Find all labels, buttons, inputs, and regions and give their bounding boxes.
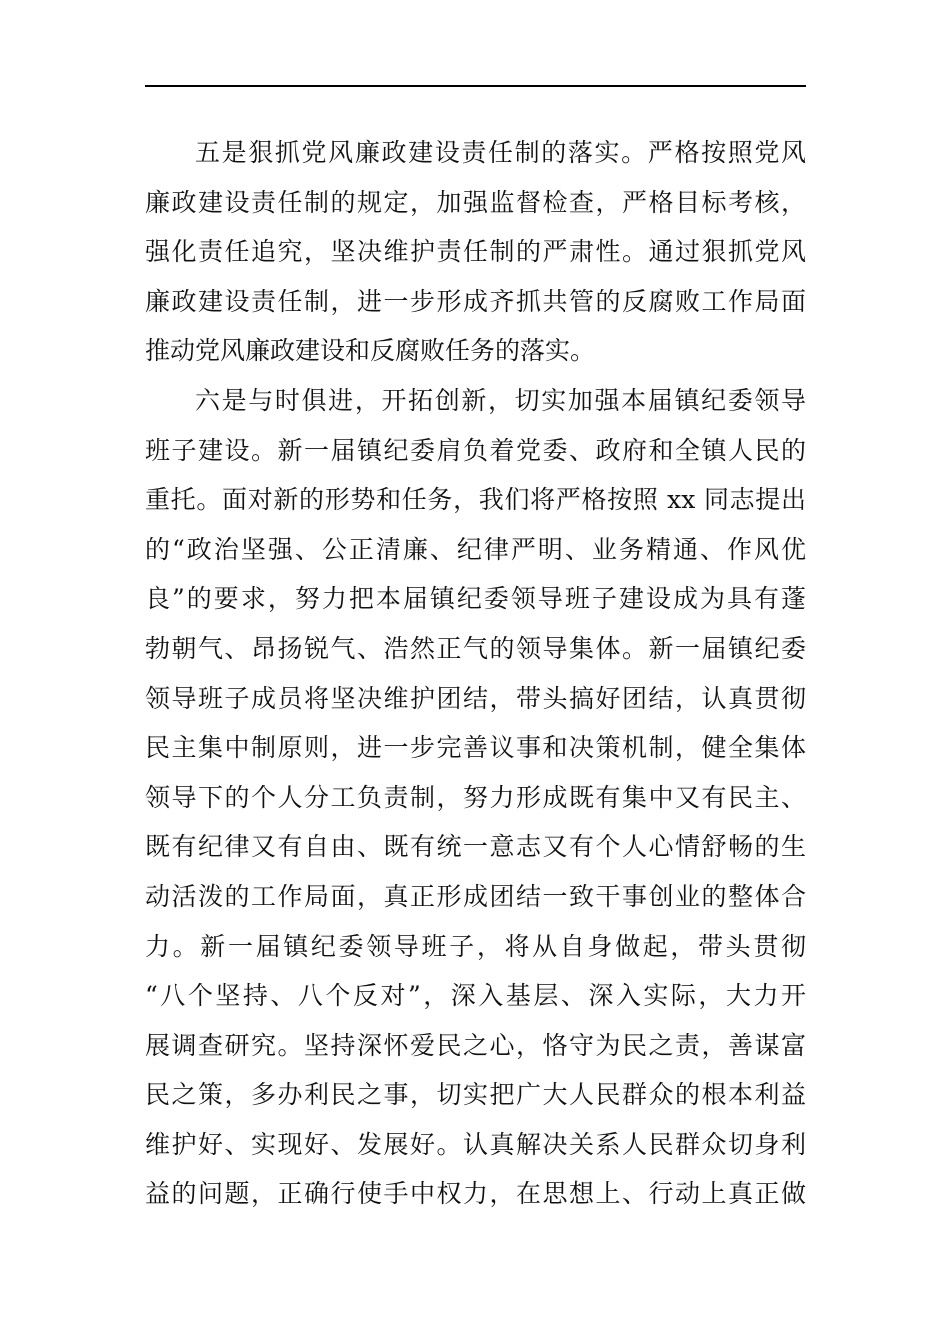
paragraph-6-line: 动活泼的工作局面，真正形成团结一致干事创业的整体合 [145, 881, 806, 911]
paragraph-5-line: 强化责任追究，坚决维护责任制的严肃性。通过狠抓党风 [145, 237, 806, 267]
paragraph-6-line: 重托。面对新的形势和任务，我们将严格按照 xx 同志提出 [145, 485, 806, 515]
header-rule [145, 85, 806, 87]
paragraph-6-line: 民之策，多办利民之事，切实把广大人民群众的根本利益 [145, 1080, 806, 1110]
paragraph-6-line: 勃朝气、昂扬锐气、浩然正气的领导集体。新一届镇纪委 [145, 633, 806, 663]
paragraph-6-line: 民主集中制原则，进一步完善议事和决策机制，健全集体 [145, 733, 806, 763]
body-text [145, 128, 806, 1219]
paragraph-6-line: 力。新一届镇纪委领导班子，将从自身做起，带头贯彻 [145, 931, 806, 961]
paragraph-6-line: 领导下的个人分工负责制，努力形成既有集中又有民主、 [145, 782, 806, 812]
paragraph-5-line: 五是狠抓党风廉政建设责任制的落实。严格按照党风 [195, 138, 806, 167]
paragraph-5-line: 廉政建设责任制的规定，加强监督检查，严格目标考核， [145, 187, 806, 217]
paragraph-5-line: 推动党风廉政建设和反腐败任务的落实。 [145, 336, 596, 366]
paragraph-6-line: 益的问题，正确行使手中权力，在思想上、行动上真正做 [145, 1179, 806, 1209]
paragraph-6-line: 展调查研究。坚持深怀爱民之心，恪守为民之责，善谋富 [145, 1030, 806, 1060]
paragraph-5-line: 廉政建设责任制，进一步形成齐抓共管的反腐败工作局面 [145, 286, 806, 316]
paragraph-6-line: 班子建设。新一届镇纪委肩负着党委、政府和全镇人民的 [145, 435, 806, 465]
paragraph-6-line: 领导班子成员将坚决维护团结，带头搞好团结，认真贯彻 [145, 683, 806, 713]
paragraph-6-line: 维护好、实现好、发展好。认真解决关系人民群众切身利 [145, 1129, 806, 1159]
paragraph-6-line: 既有纪律又有自由、既有统一意志又有个人心情舒畅的生 [145, 832, 806, 862]
paragraph-6-line: 良”的要求，努力把本届镇纪委领导班子建设成为具有蓬 [145, 584, 806, 614]
paragraph-6-line: “八个坚持、八个反对”，深入基层、深入实际，大力开 [145, 981, 806, 1011]
paragraph-6-line: 的“政治坚强、公正清廉、纪律严明、业务精通、作风优 [145, 534, 806, 564]
paragraph-6-line: 六是与时俱进，开拓创新，切实加强本届镇纪委领导 [195, 385, 806, 415]
